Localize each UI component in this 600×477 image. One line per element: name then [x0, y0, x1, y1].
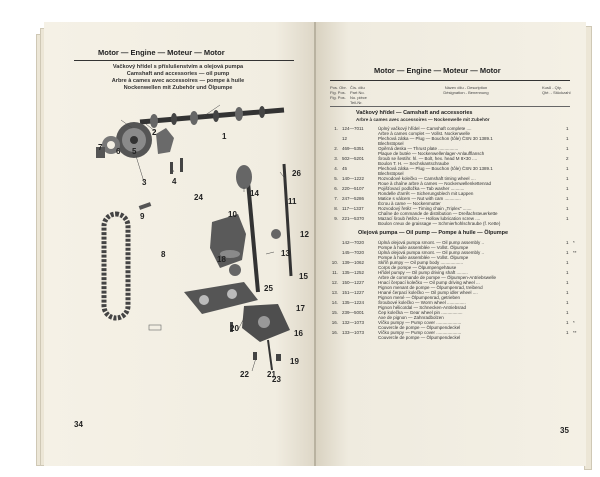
caption-en: Camshaft and accessories — oil pump: [126, 71, 230, 77]
col-header-name-text: Název dílu - Description Désignation - Benennung: [443, 85, 489, 95]
row-quantity: 1: [566, 270, 569, 275]
callout-22: 22: [240, 370, 249, 379]
open-parts-catalogue: [14, 8, 592, 473]
table-row: [330, 221, 580, 226]
callout-8: 8: [161, 250, 166, 259]
row-description: Pignon mené — Ölpumpenrad, getrieben: [378, 295, 461, 300]
caption-cz: Vačkový hřídel s příslušenstvím a olejová pumpa: [112, 64, 244, 70]
row-description: Corps de pompe — Ölpumpengehäuse: [378, 265, 457, 270]
row-pos: 16.: [331, 320, 338, 325]
row-quantity: 1: [566, 186, 569, 191]
row-part-no: 221—5370: [342, 216, 365, 221]
col-header-rule: [330, 106, 570, 107]
row-description: Skříň pumpy — Oil pump body ..................: [378, 260, 464, 265]
oil-pump-body: [210, 214, 246, 268]
row-pos: 12.: [331, 280, 338, 285]
row-description: Úplný vačkový hřídel — Camshaft complete ....: [378, 126, 472, 131]
row-part-no: 139—1062: [342, 260, 365, 265]
col-header-pos: [330, 85, 352, 100]
row-part-no: 140—1222: [342, 176, 365, 181]
row-description: Hnací čerpací kolečko — Oil pump driving wheel ...: [378, 280, 480, 285]
row-pos: 15.: [331, 310, 338, 315]
callout-20: 20: [230, 324, 239, 333]
row-pos: 16.: [331, 330, 338, 335]
row-part-no: 239—5001: [342, 310, 365, 315]
col-header-qty-text: Kusů - Qty. Qté. - Stückzahl: [542, 85, 571, 95]
row-quantity: 1: [566, 166, 569, 171]
callout-2: 2: [152, 128, 157, 137]
row-description: Pignon hélicoïdal — Schnecken-Antriebsrad: [378, 305, 467, 310]
callout-26: 26: [292, 169, 301, 178]
row-quantity: 1: [566, 136, 569, 141]
oil-pump-shaft: [248, 164, 291, 292]
row-description: Rozvodový řetěz — Timing chain „Triplex" .......: [378, 206, 472, 211]
row-quantity: 1: [566, 176, 569, 181]
callout-5: 5: [132, 147, 137, 156]
right-page-number: 35: [560, 426, 569, 435]
row-quantity: 1: [566, 260, 569, 265]
caption-de: Nockenwellen mit Zubehör und Ölpumpe: [123, 85, 233, 91]
callout-13: 13: [281, 249, 290, 258]
callout-14: 14: [250, 189, 259, 198]
col-header-name: [406, 85, 526, 95]
col-header-pos-text: Pos. Obr. Fig. Pos. Fig. Pos.: [330, 85, 347, 100]
row-pos: 2.: [334, 146, 338, 151]
callout-17: 17: [296, 304, 305, 313]
row-pos: 8.: [334, 206, 338, 211]
left-page-number: 34: [74, 420, 83, 429]
callout-7: 7: [98, 143, 103, 152]
row-description: Plaque de butée — Nockenwellenlager-Anlaufflansch: [378, 151, 485, 156]
callout-11: 11: [288, 197, 297, 206]
row-pos: 11.: [332, 270, 338, 275]
row-pos: 6.: [334, 186, 338, 191]
row-description: Pignon menant de pompe — Ölpumpenrad, treibend: [378, 285, 483, 290]
row-description: Roue à chaîne arbre à cames — Nockenwellenkettenrad: [378, 181, 492, 186]
row-pos: 9.: [334, 216, 338, 221]
right-page: [316, 22, 586, 466]
row-description: Couvercle de pompe — Ölpumpendeckel: [378, 335, 461, 340]
row-quantity: 1: [566, 250, 569, 255]
row-quantity: 1: [566, 310, 569, 315]
col-header-part-no-text: Čís. dílu Part No. No. pièce Teil-Nr.: [350, 85, 367, 105]
caption-fr: Arbre à cames avec accessoires — pompe à huile: [111, 78, 245, 84]
right-page-header: Motor — Engine — Moteur — Motor: [374, 66, 501, 75]
callout-6: 6: [116, 147, 121, 156]
section-camshaft-title: Vačkový hřídel — Camshaft and accessories: [356, 110, 473, 116]
callout-25: 25: [264, 284, 273, 293]
row-description: Víčko pumpy — Pump cover ....................: [378, 320, 462, 325]
row-marker: *: [573, 240, 575, 245]
left-page-header: Motor — Engine — Moteur — Motor: [98, 48, 225, 57]
row-description: Axe de pignon — Zahnradbolzen: [378, 315, 444, 320]
row-part-no: 145—7020: [342, 250, 365, 255]
row-quantity: 1: [566, 146, 569, 151]
row-description: Pompe à huile assemblée — Vollst. Ölpumpe: [378, 245, 469, 250]
table-row: [330, 335, 580, 340]
row-marker: **: [573, 250, 577, 255]
row-description: Hřídel pumpy — Oil pump driving shaft .........: [378, 270, 468, 275]
row-description: Écrou à came — Nockenmutter: [378, 201, 441, 206]
hollow-lubrication-screw: [139, 202, 152, 210]
callout-15: 15: [299, 272, 308, 281]
worm-wheel: [236, 165, 252, 189]
row-description: Pompe à huile assemblée — Vollst. Ölpumpe: [378, 255, 469, 260]
row-description: Boulon creux de graissage — Schmierhohlschraube (f. Kette): [378, 221, 501, 226]
left-page: [44, 22, 316, 466]
row-quantity: 1: [566, 206, 569, 211]
row-part-no: 117—1337: [342, 206, 364, 211]
row-pos: 10.: [331, 260, 338, 265]
row-quantity: 2: [566, 156, 569, 161]
row-description: Matice s válcem — Nut with cam .............: [378, 196, 461, 201]
row-description: Plechová zátka — Plug — Bouchon (tôle) ČSN 30 1389.1: [378, 166, 493, 171]
exploded-view-illustration: [44, 22, 316, 466]
row-pos: 1.: [334, 126, 338, 131]
row-quantity: 1: [566, 320, 569, 325]
callout-12: 12: [300, 230, 309, 239]
row-description: Chaîne de commande de distribution — Dreifachsteuerkette: [378, 211, 498, 216]
row-pos: 5.: [334, 176, 338, 181]
row-description: Blechstöpsel: [378, 171, 404, 176]
callout-4: 4: [172, 177, 177, 186]
row-part-no: 247—5286: [342, 196, 365, 201]
row-quantity: 1: [566, 240, 569, 245]
row-quantity: 1: [566, 280, 569, 285]
row-quantity: 1: [566, 216, 569, 221]
row-part-no: 220—5107: [342, 186, 365, 191]
section-camshaft-subtitle: Arbre à cames avec accessoires — Nockenwelle mit Zubehör: [356, 117, 490, 122]
callout-23: 23: [272, 375, 281, 384]
row-quantity: 1: [566, 196, 569, 201]
row-description: Mazací šroub řetězu — Hollow lubrication screw ....: [378, 216, 481, 221]
row-description: Čep kolečka — Gear wheel pin .................: [378, 310, 463, 315]
row-pos: 13.: [331, 290, 338, 295]
row-part-no: 132—1073: [342, 320, 365, 325]
row-description: Hnané čerpací kolečko — Oil pump idler wheel ....: [378, 290, 478, 295]
row-description: Arbre de commande de pompe — Ölpumpen-Antriebswelle: [378, 275, 497, 280]
relief-valve-parts: [253, 340, 281, 370]
row-marker: *: [573, 320, 575, 325]
row-description: Plechová zátka — Plug — Bouchon (tôle) ČSN 30 1389.1: [378, 136, 493, 141]
row-part-no: 135—1252: [342, 270, 365, 275]
row-part-no: 135—1224: [342, 300, 365, 305]
row-part-no: 133—1073: [342, 330, 365, 335]
callout-3: 3: [142, 178, 147, 187]
callout-18: 18: [217, 255, 226, 264]
row-description: Opěrná deska — Thrust plate ................: [378, 146, 459, 151]
row-part-no: 150—1227: [342, 280, 365, 285]
row-part-no: 502—5201: [342, 156, 365, 161]
camshaft: [140, 106, 284, 128]
callout-1: 1: [222, 132, 227, 141]
row-description: Šroub se šestihr. hl. — Bolt, hex. head M 8×30 ....: [378, 156, 478, 161]
pump-cover: [242, 304, 290, 342]
row-quantity: 1: [566, 300, 569, 305]
callout-10: 10: [228, 210, 237, 219]
row-description: Arbre à cames complet — Vollst. Nockenwelle: [378, 131, 471, 136]
callout-19: 19: [290, 357, 299, 366]
row-pos: 7.: [334, 196, 338, 201]
row-pos: 4.: [334, 166, 338, 171]
row-quantity: 1: [566, 290, 569, 295]
row-part-no: 124—7011: [342, 126, 364, 131]
row-description: Couvercle de pompe — Ölpumpendeckel: [378, 325, 461, 330]
section-oil-pump-title: Olejová pumpa — Oil pump — Pompe à huile — Ölpumpe: [358, 230, 509, 236]
row-part-no: 469—5351: [342, 146, 365, 151]
thrust-plate: [156, 128, 174, 154]
row-description: Úplná olejová pumpa smont. — Oil pump assembly ..: [378, 250, 485, 255]
row-description: Pojišťovací podložka — Tab washer ...........: [378, 186, 465, 191]
row-description: Rozvodové kolečko — Camshaft timing wheel ....: [378, 176, 476, 181]
row-description: Boulon T. H. — Sechskantschraube: [378, 161, 449, 166]
col-header-part-no: [350, 85, 378, 105]
col-header-qty: [542, 85, 582, 95]
row-description: Šroubové kolečko — Worm wheel ...............: [378, 300, 466, 305]
row-description: Úplná olejová pumpa smont. — Oil pump assembly ..: [378, 240, 485, 245]
row-pos: 14.: [331, 300, 338, 305]
callout-21: 21: [267, 370, 276, 379]
row-part-no: 151—1227: [342, 290, 365, 295]
callout-16: 16: [294, 329, 303, 338]
row-part-no: 45: [342, 166, 348, 171]
row-quantity: 1: [566, 126, 569, 131]
callout-9: 9: [140, 212, 145, 221]
scale-mark: [149, 325, 161, 330]
row-part-no: 12: [342, 136, 348, 141]
right-header-rule: [330, 80, 570, 81]
callout-24: 24: [194, 193, 203, 202]
row-quantity: 1: [566, 330, 569, 335]
row-description: Blechstöpsel: [378, 141, 404, 146]
row-marker: **: [573, 330, 577, 335]
row-pos: 3.: [334, 156, 338, 161]
row-description: Rondelle d'arrêt — Sicherungsblech mit Lappen: [378, 191, 474, 196]
timing-chain: [104, 214, 128, 318]
row-description: Víčko pumpy — Pump cover ....................: [378, 330, 462, 335]
row-part-no: 142—7020: [342, 240, 365, 245]
